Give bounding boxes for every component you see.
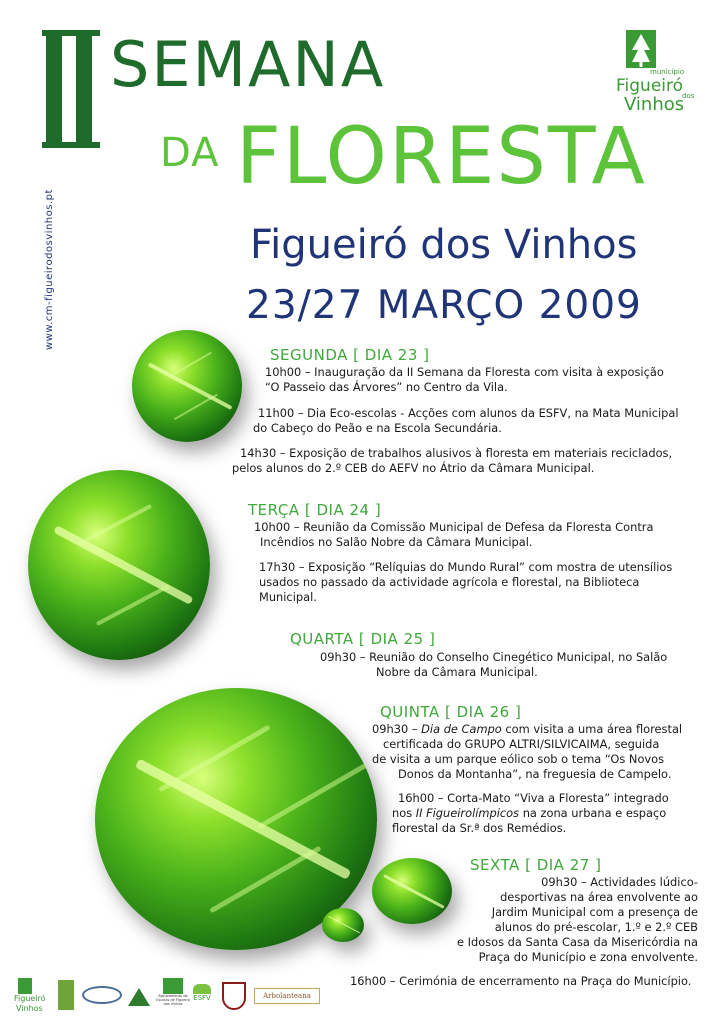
website-url: www.cm-figueirodosvinhos.pt — [44, 189, 55, 350]
title-floresta: FLORESTA — [236, 112, 647, 202]
leaf-sphere-icon — [28, 470, 210, 660]
day-heading-terca: TERÇA [ DIA 24 ] — [248, 501, 382, 519]
partner-logo-icon — [222, 982, 246, 1010]
logo-municipio: município — [650, 68, 685, 76]
partner-logo-esfv: ESFV — [190, 984, 214, 1008]
title-semana: SEMANA — [110, 28, 386, 101]
logo-dos: dos — [682, 92, 695, 100]
municipal-logo — [616, 30, 698, 116]
partner-logos — [12, 978, 352, 1018]
day-heading-segunda: SEGUNDA [ DIA 23 ] — [270, 346, 430, 364]
event-segunda-1: 10h00 – Inauguração da II Semana da Floresta com visita à exposição “O Passeio das Árvores” no Centro da Vila. — [265, 365, 664, 394]
day-heading-quarta: QUARTA [ DIA 25 ] — [290, 630, 436, 648]
leaf-sphere-icon — [132, 330, 242, 442]
event-terca-1: 10h00 – Reunião da Comissão Municipal de Defesa da Floresta Contra Incêndios no Salão Nobre da Câmara Municipal. — [254, 520, 654, 549]
event-quinta-1: 09h30 – Dia de Campo com visita a uma área florestal certificada do GRUPO ALTRI/SILVICAIMA, seguida de visita a um parque eólico sob o tema “Os Novos Donos da Montanha”, na freguesia de Campelo. — [372, 722, 683, 781]
subtitle-place: Figueiró dos Vinhos — [250, 222, 638, 268]
event-terca-2: 17h30 – Exposição “Relíquias do Mundo Rural” com mostra de utensílios usados no passado da actividade agrícola e florestal, na Biblioteca Municipal. — [259, 560, 673, 604]
logo-vinhos: Vinhos — [624, 94, 685, 115]
partner-logo-icon — [82, 986, 122, 1004]
municipal-tree-logo-icon — [18, 978, 32, 994]
event-sexta-1: 09h30 – Actividades lúdico- desportivas na área envolvente ao Jardim Municipal com a presença de alunos do pré-escolar, 1.º e 2.º CEB — [491, 875, 698, 934]
event-quinta-2: 16h00 – Corta-Mato “Viva a Floresta” integrado nos II Figueirolímpicos na zona urbana e espaço florestal da Sr.ª dos Remédios. — [392, 791, 669, 835]
partner-logo-municipio: Figueiró Vinhos — [14, 978, 50, 1016]
event-sexta-2: 16h00 – Cerimónia de encerramento na Praça do Município. — [350, 974, 692, 988]
day-heading-quinta: QUINTA [ DIA 26 ] — [380, 703, 522, 721]
leaf-sphere-icon — [322, 908, 364, 942]
event-segunda-2: 11h00 – Dia Eco-escolas - Acções com alunos da ESFV, na Mata Municipal do Cabeço do Peão e na Escola Secundária. — [253, 406, 679, 435]
partner-logo-arbolanteana: Arbolanteana — [254, 988, 320, 1004]
municipal-tree-logo-icon — [626, 30, 656, 68]
logo-figueiro: Figueiró — [616, 76, 684, 96]
event-sexta-1-cont: e Idosos da Santa Casa da Misericórdia na Praça do Município e zona envolvente. — [457, 935, 698, 964]
partner-logo-agrupamento: Agrupamento de Escolas de Figueiró dos Vinhos — [156, 978, 190, 1016]
event-quarta-1: 09h30 – Reunião do Conselho Cinegético Municipal, no Salão Nobre da Câmara Municipal. — [320, 650, 668, 679]
event-segunda-3: 14h30 – Exposição de trabalhos alusivos à floresta em materiais reciclados, pelos alunos do 2.º CEB do AEFV no Átrio da Câmara Municipal. — [232, 446, 673, 475]
title-da: DA — [160, 130, 220, 176]
partner-logo-icon — [58, 980, 74, 1010]
title-roman-numeral — [42, 30, 104, 148]
day-heading-sexta: SEXTA [ DIA 27 ] — [470, 856, 602, 874]
partner-logo-icon — [128, 988, 150, 1006]
subtitle-dates: 23/27 MARÇO 2009 — [246, 283, 642, 328]
leaf-sphere-icon — [372, 858, 452, 924]
